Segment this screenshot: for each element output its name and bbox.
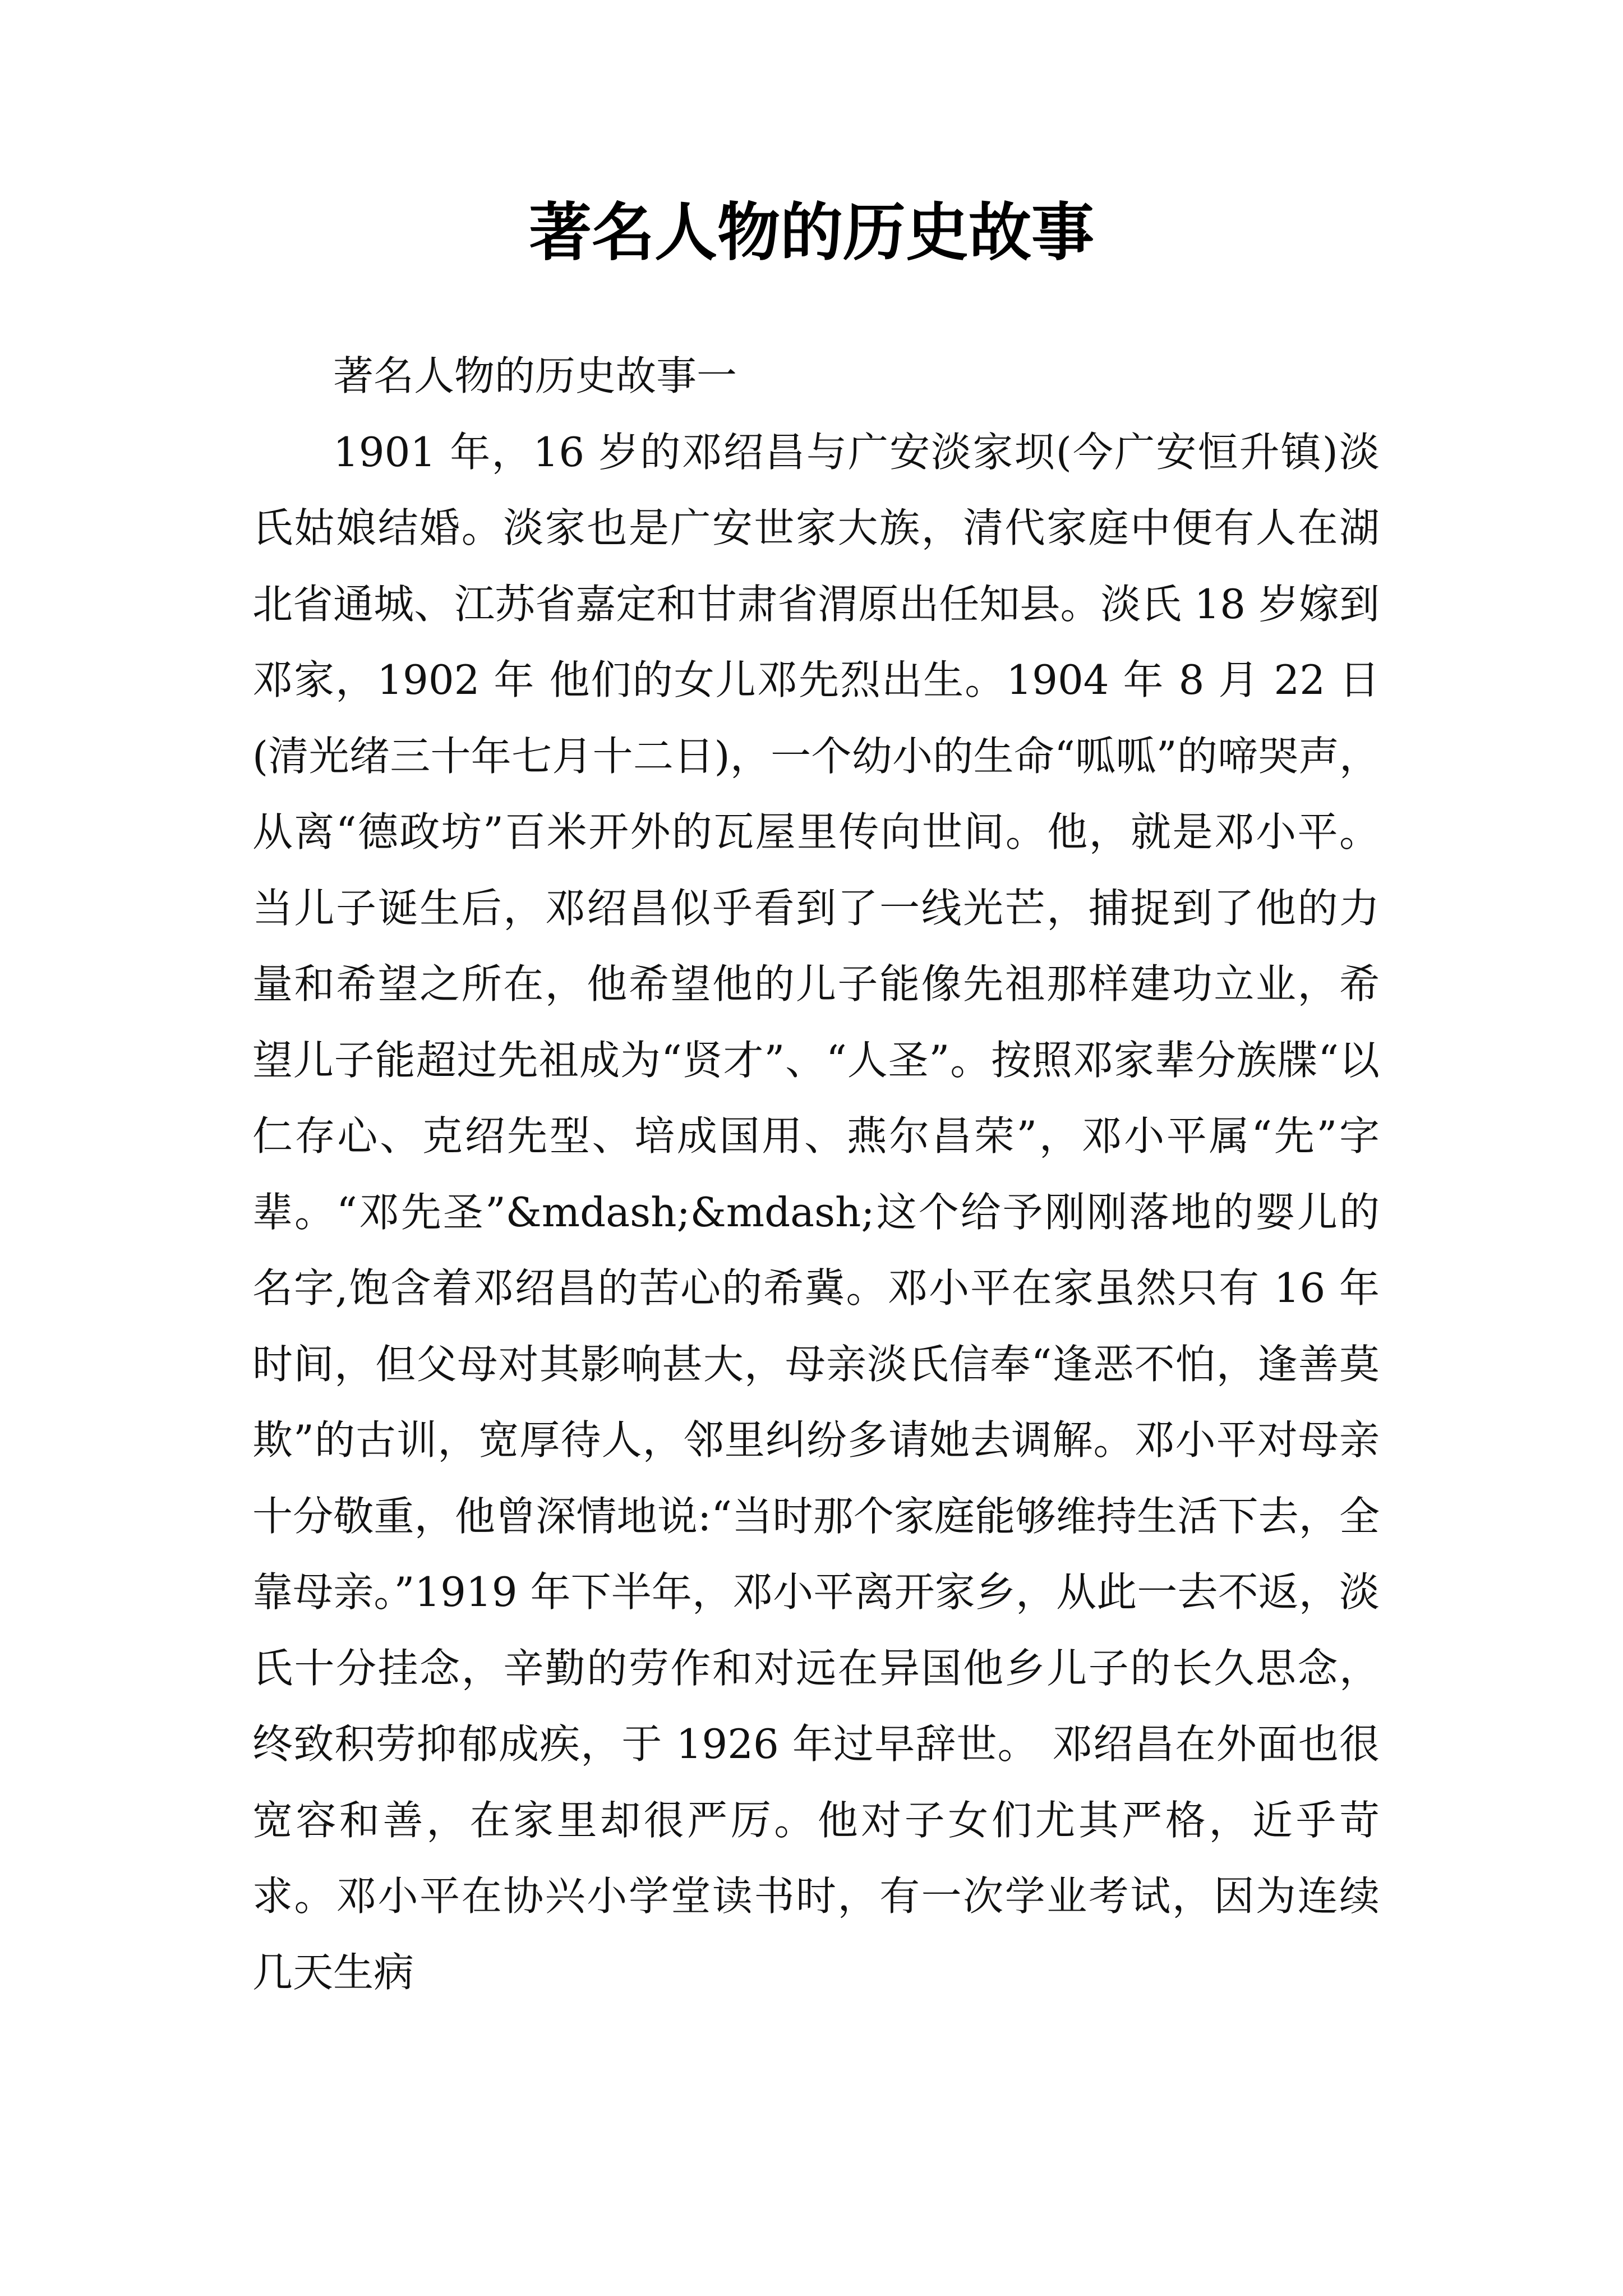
document-title: 著名人物的历史故事 <box>529 196 1094 269</box>
document-body <box>252 338 1380 2010</box>
body-paragraph: 1901 年，16 岁的邓绍昌与广安淡家坝(今广安恒升镇)淡氏姑娘结婚。淡家也是广安世家大族，清代家庭中便有人在湖北省通城、江苏省嘉定和甘肃省渭原出任知县。淡氏 18 岁嫁到邓家，1902 年 他们的女儿邓先烈出生。1904 年 8 月 22 日(清光绪三十年七月十二日)，一个幼小的生命“呱呱”的啼哭声，从离“德政坊”百米开外的瓦屋里传向世间。他，就是邓小平。 当儿子诞生后，邓绍昌似乎看到了一线光芒，捕捉到了他的力量和希望之所在，他希望他的儿子能像先祖那样建功立业，希望儿子能超过先祖成为“贤才”、“人圣”。按照邓家辈分族牒“以仁存心、克绍先型、培成国用、燕尔昌荣”，邓小平属“先”字辈。“邓先圣”&mdash;&mdash;这个给予刚刚落地的婴儿的名字,饱含着邓绍昌的苦心的希冀。邓小平在家虽然只有 16 年时间，但父母对其影响甚大，母亲淡氏信奉“逢恶不怕，逢善莫欺”的古训，宽厚待人，邻里纠纷多请她去调解。邓小平对母亲十分敬重，他曾深情地说:“当时那个家庭能够维持生活下去，全靠母亲。”1919 年下半年，邓小平离开家乡，从此一去不返，淡氏十分挂念，辛勤的劳作和对远在异国他乡儿子的长久思念，终致积劳抑郁成疾，于 1926 年过早辞世。 邓绍昌在外面也很宽容和善，在家里却很严厉。他对子女们尤其严格，近乎苛求。邓小平在协兴小学堂读书时，有一次学业考试，因为连续几天生病 <box>252 428 1380 1996</box>
section-heading: 著名人物的历史故事一 <box>333 352 737 399</box>
